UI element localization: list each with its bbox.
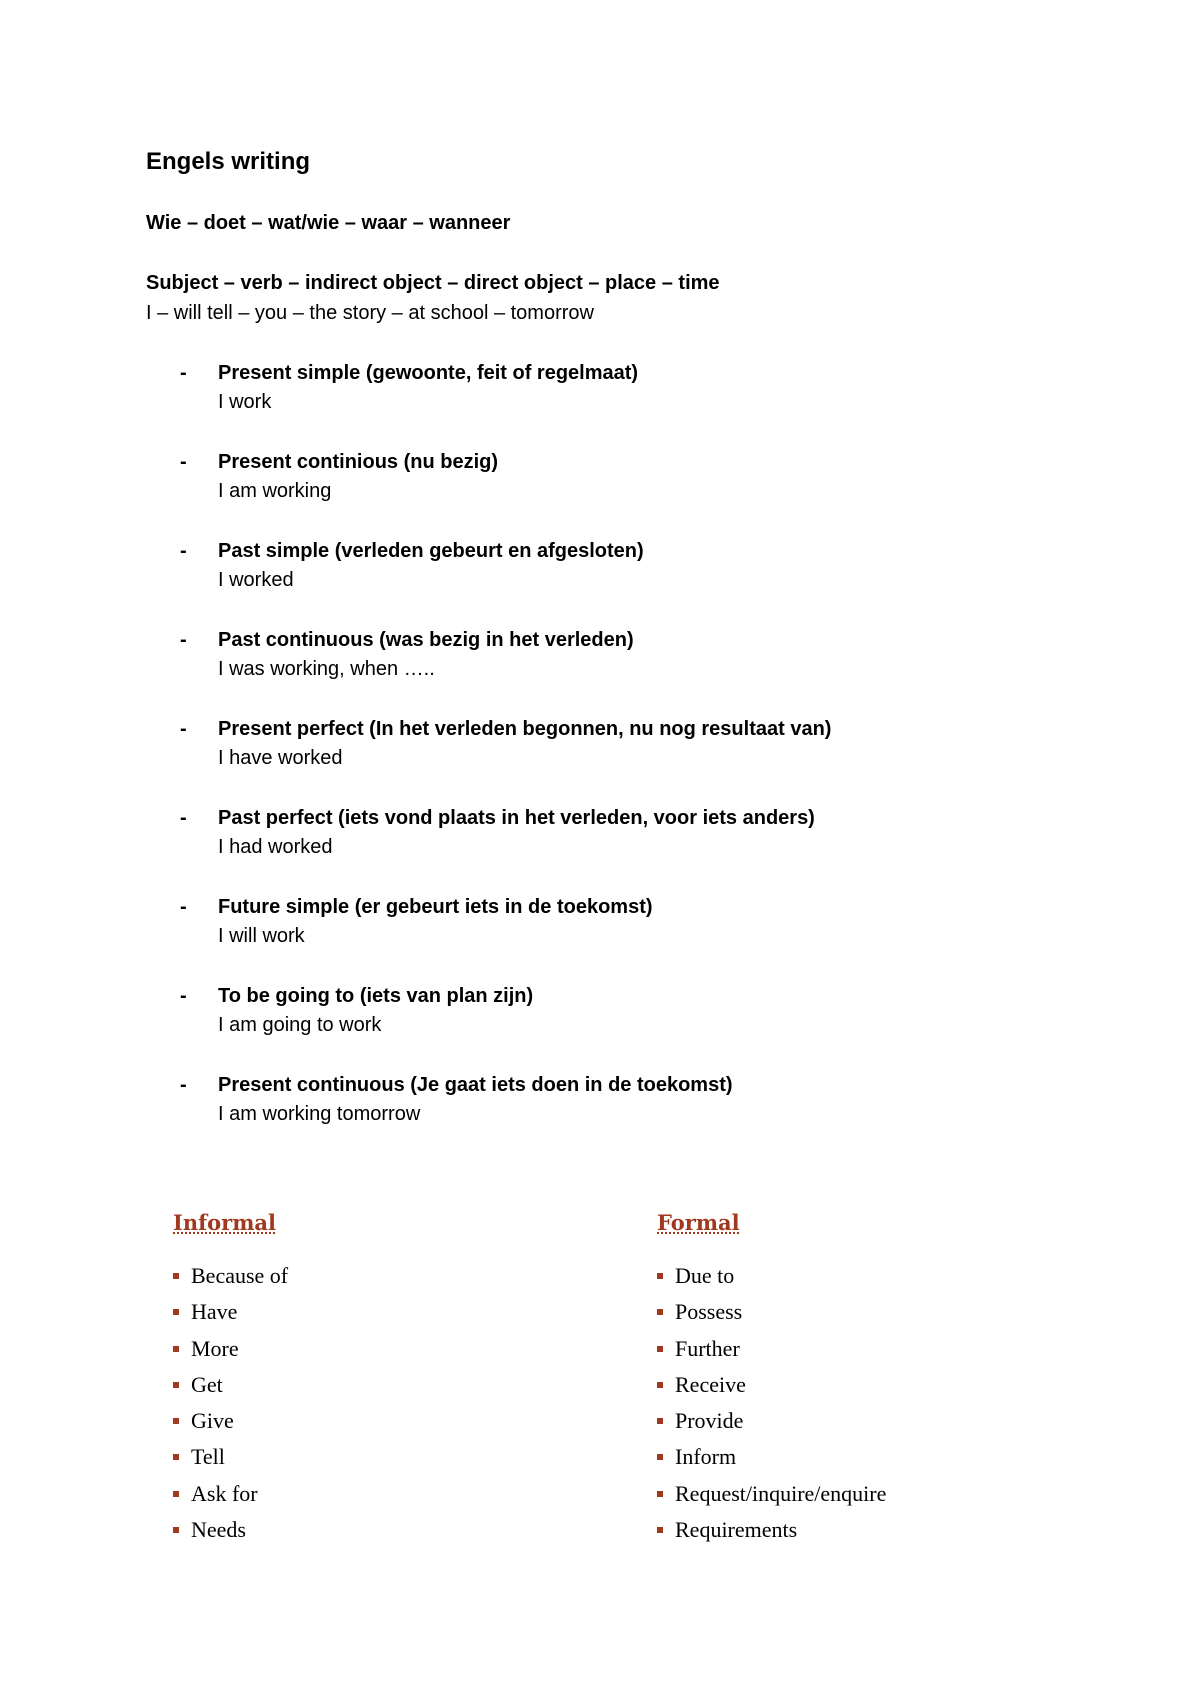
list-dash: -	[180, 718, 187, 740]
list-item	[657, 1439, 886, 1475]
formal-column	[657, 1210, 886, 1548]
list-item	[173, 1512, 288, 1548]
tense-heading: Present simple (gewoonte, feit of regelmaat)	[218, 362, 639, 384]
word-label: Requirements	[675, 1517, 798, 1543]
square-bullet-icon	[173, 1382, 179, 1388]
sentence-order-example: I – will tell – you – the story – at school – tomorrow	[146, 302, 594, 324]
square-bullet-icon	[173, 1527, 179, 1533]
tense-heading: Present continuous (Je gaat iets doen in de toekomst)	[218, 1074, 733, 1096]
list-item	[173, 1331, 288, 1367]
wie-doet-line: Wie – doet – wat/wie – waar – wanneer	[146, 212, 511, 234]
list-item	[657, 1258, 886, 1294]
list-item	[173, 1439, 288, 1475]
list-item	[657, 1331, 886, 1367]
tense-heading: Future simple (er gebeurt iets in de toekomst)	[218, 896, 653, 918]
word-label: Inform	[675, 1444, 737, 1470]
list-item	[173, 1258, 288, 1294]
square-bullet-icon	[657, 1309, 663, 1315]
square-bullet-icon	[657, 1273, 663, 1279]
tense-example: I am working tomorrow	[218, 1103, 421, 1125]
square-bullet-icon	[173, 1346, 179, 1352]
square-bullet-icon	[173, 1309, 179, 1315]
list-item	[657, 1294, 886, 1330]
square-bullet-icon	[173, 1273, 179, 1279]
tense-example: I work	[218, 391, 272, 413]
informal-heading: Informal	[173, 1210, 277, 1235]
formal-word-list	[657, 1258, 886, 1548]
list-dash: -	[180, 1074, 187, 1096]
word-label: Provide	[675, 1408, 744, 1434]
word-label: Get	[191, 1371, 223, 1397]
word-label: Receive	[675, 1371, 746, 1397]
list-dash: -	[180, 362, 187, 384]
square-bullet-icon	[173, 1454, 179, 1460]
list-item	[657, 1476, 886, 1512]
word-label: Due to	[675, 1263, 735, 1288]
tense-heading: Past simple (verleden gebeurt en afgesloten)	[218, 540, 644, 562]
tense-heading: To be going to (iets van plan zijn)	[218, 985, 534, 1007]
list-dash: -	[180, 985, 187, 1007]
list-item	[173, 1294, 288, 1330]
list-dash: -	[180, 807, 187, 829]
square-bullet-icon	[657, 1454, 663, 1460]
tense-example: I am working	[218, 480, 332, 502]
list-item	[173, 1403, 288, 1439]
word-label: Ask for	[191, 1480, 258, 1506]
list-item	[657, 1512, 886, 1548]
square-bullet-icon	[173, 1491, 179, 1497]
tense-example: I will work	[218, 925, 305, 947]
list-dash: -	[180, 896, 187, 918]
list-item	[173, 1367, 288, 1403]
informal-column	[173, 1210, 288, 1548]
list-item	[657, 1367, 886, 1403]
document-title: Engels writing	[146, 148, 311, 175]
word-label: Give	[191, 1408, 234, 1434]
list-item	[173, 1476, 288, 1512]
formal-heading: Formal	[657, 1210, 740, 1235]
word-label: Possess	[675, 1299, 743, 1325]
word-label: Further	[675, 1335, 740, 1361]
list-dash: -	[180, 451, 187, 473]
tense-heading: Past perfect (iets vond plaats in het verleden, voor iets anders)	[218, 807, 815, 829]
square-bullet-icon	[657, 1527, 663, 1533]
informal-word-list	[173, 1258, 288, 1548]
word-label: Have	[191, 1299, 238, 1325]
square-bullet-icon	[657, 1491, 663, 1497]
square-bullet-icon	[657, 1418, 663, 1424]
tense-heading: Past continuous (was bezig in het verleden)	[218, 629, 634, 651]
word-label: Tell	[191, 1444, 225, 1470]
word-label: More	[191, 1335, 239, 1361]
tense-heading: Present continious (nu bezig)	[218, 451, 499, 473]
square-bullet-icon	[173, 1418, 179, 1424]
word-label: Needs	[191, 1517, 246, 1543]
square-bullet-icon	[657, 1346, 663, 1352]
tense-example: I was working, when …..	[218, 658, 435, 680]
square-bullet-icon	[657, 1382, 663, 1388]
tense-example: I have worked	[218, 747, 343, 769]
tense-example: I had worked	[218, 836, 333, 858]
list-dash: -	[180, 540, 187, 562]
list-item	[657, 1403, 886, 1439]
sentence-order-line: Subject – verb – indirect object – direct object – place – time	[146, 272, 720, 294]
word-label: Request/inquire/enquire	[675, 1480, 887, 1506]
word-label: Because of	[191, 1263, 289, 1288]
tense-example: I worked	[218, 569, 294, 591]
tense-heading: Present perfect (In het verleden begonnen, nu nog resultaat van)	[218, 718, 832, 740]
tense-example: I am going to work	[218, 1014, 382, 1036]
list-dash: -	[180, 629, 187, 651]
